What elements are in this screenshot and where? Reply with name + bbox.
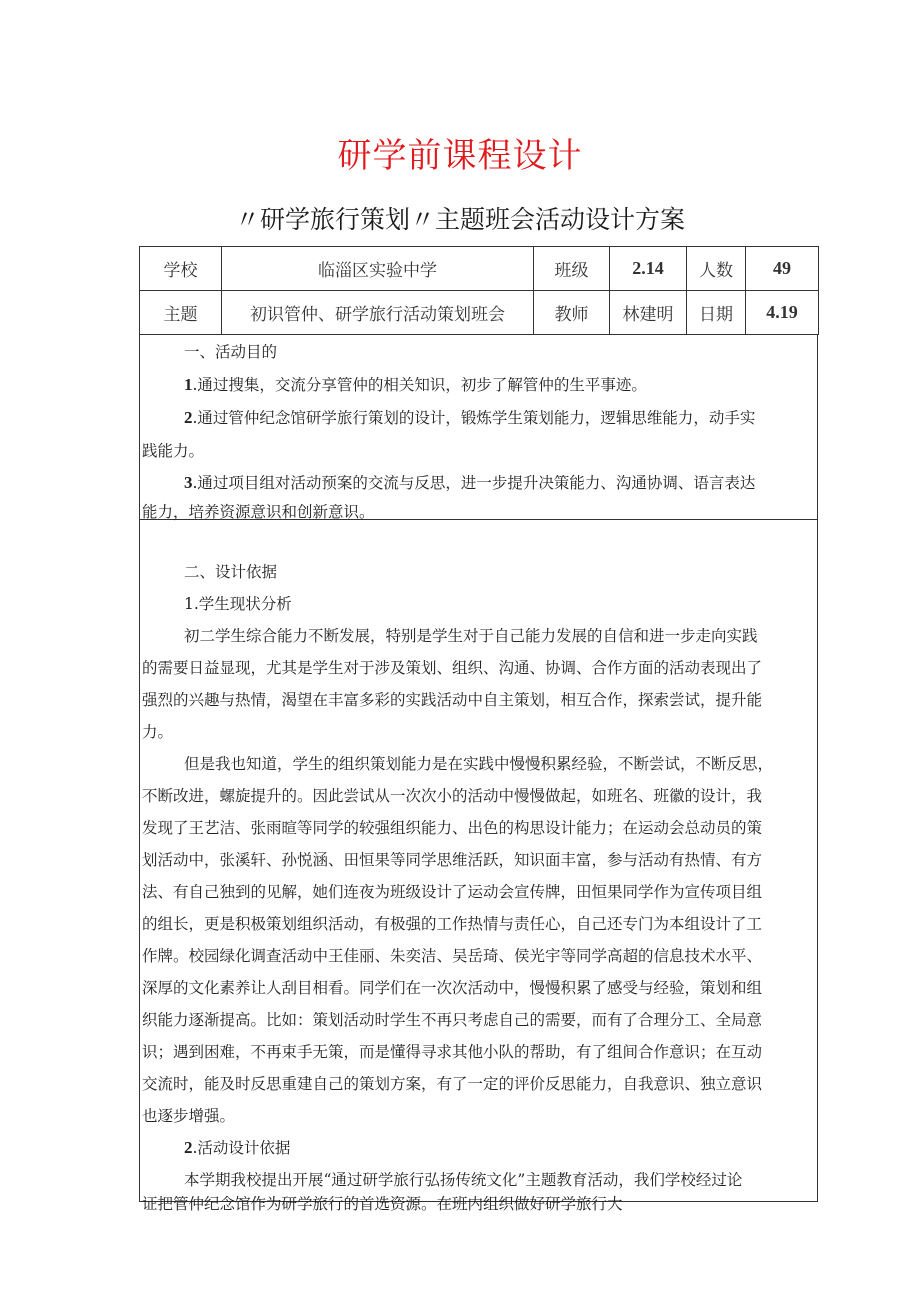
teacher-value: 林建明 xyxy=(610,291,687,335)
para1-line: 力。 xyxy=(142,723,174,741)
item-number: 1 xyxy=(184,375,193,394)
item-number: 3 xyxy=(184,473,193,492)
purpose-item-2 xyxy=(184,408,814,428)
count-value: 49 xyxy=(746,247,819,291)
para3-line: 证把管仲纪念馆作为研学旅行的首选资源。在班内组织做好研学旅行大 xyxy=(142,1195,623,1213)
class-label: 班级 xyxy=(534,247,610,291)
school-value: 临淄区实验中学 xyxy=(222,247,534,291)
section2-heading: 二、设计依据 xyxy=(184,563,278,581)
info-row-topic xyxy=(140,291,819,335)
para2-line: 也逐步增强。 xyxy=(142,1107,236,1125)
date-label: 日期 xyxy=(687,291,746,335)
para2-line: 识；遇到困难，不再束手无策，而是懂得寻求其他小队的帮助，有了组间合作意识；在互动 xyxy=(142,1043,763,1061)
section-design-basis xyxy=(139,520,818,1213)
purpose-item-3-cont: 能力，培养资源意识和创新意识。 xyxy=(142,503,375,521)
para1-line: 的需要日益显现，尤其是学生对于涉及策划、组织、沟通、协调、合作方面的活动表现出了 xyxy=(142,659,763,677)
para2-line: 划活动中，张溪轩、孙悦涵、田恒果等同学思维活跃，知识面丰富，参与活动有热情、有方 xyxy=(142,851,763,869)
para2-line: 交流时，能及时反思重建自己的策划方案，有了一定的评价反思能力，自我意识、独立意识 xyxy=(142,1075,763,1093)
item-text: .通过项目组对活动预案的交流与反思，进一步提升决策能力、沟通协调、语言表达 xyxy=(192,474,756,492)
para2-line: 作牌。校园绿化调查活动中王佳丽、朱奕洁、吴岳琦、侯光宇等同学高超的信息技术水平、 xyxy=(142,947,763,965)
sub-heading-student-analysis: 1.学生现状分析 xyxy=(184,595,292,613)
para2-line: 织能力逐渐提高。比如：策划活动时学生不再只考虑自己的需要，而有了合理分工、全局意 xyxy=(142,1011,763,1029)
para1-line: 初二学生综合能力不断发展，特别是学生对于自己能力发展的自信和进一步走向实践 xyxy=(184,627,758,645)
sub-heading-activity-basis xyxy=(184,1138,814,1158)
para3-line: 本学期我校提出开展“通过研学旅行弘扬传统文化”主题教育活动，我们学校经过论 xyxy=(184,1171,743,1189)
para2-line: 深厚的文化素养让人刮目相看。同学们在一次次活动中，慢慢积累了感受与经验，策划和组 xyxy=(142,979,763,997)
purpose-item-1 xyxy=(184,375,814,395)
section-activity-purpose xyxy=(139,335,818,520)
sub-heading-text: .活动设计依据 xyxy=(192,1139,291,1157)
page-subtitle: 〃研学旅行策划〃主题班会活动设计方案 xyxy=(234,205,685,234)
section1-heading: 一、活动目的 xyxy=(184,343,278,361)
para1-line: 强烈的兴趣与热情，渴望在丰富多彩的实践活动中自主策划，相互合作，探索尝试，提升能 xyxy=(142,691,763,709)
para2-line: 但是我也知道，学生的组织策划能力是在实践中慢慢积累经验，不断尝试，不断反思， xyxy=(184,755,774,773)
info-row-school xyxy=(140,247,819,291)
school-label: 学校 xyxy=(140,247,222,291)
para2-line: 不断改进，螺旋提升的。因此尝试从一次次小的活动中慢慢做起，如班名、班徽的设计，我 xyxy=(142,787,763,805)
purpose-item-2-cont: 践能力。 xyxy=(142,442,205,460)
topic-label: 主题 xyxy=(140,291,222,335)
para2-line: 法、有自己独到的见解，她们连夜为班级设计了运动会宣传牌，田恒果同学作为宣传项目组 xyxy=(142,883,763,901)
class-value: 2.14 xyxy=(610,247,687,291)
item-text: .通过管仲纪念馆研学旅行策划的设计，锻炼学生策划能力，逻辑思维能力，动手实 xyxy=(192,409,756,427)
para2-line: 的组长，更是积极策划组织活动，有极强的工作热情与责任心，自己还专门为本组设计了工 xyxy=(142,915,763,933)
page-title: 研学前课程设计 xyxy=(337,136,583,176)
teacher-label: 教师 xyxy=(534,291,610,335)
purpose-item-3 xyxy=(184,473,814,493)
item-number: 2 xyxy=(184,408,193,427)
topic-value: 初识管仲、研学旅行活动策划班会 xyxy=(222,291,534,335)
item-text: .通过搜集，交流分享管仲的相关知识，初步了解管仲的生平事迹。 xyxy=(192,376,647,394)
date-value: 4.19 xyxy=(746,291,819,335)
sub-heading-number: 2 xyxy=(184,1138,193,1157)
count-label: 人数 xyxy=(687,247,746,291)
info-table xyxy=(139,246,819,335)
para2-line: 发现了王艺洁、张雨暄等同学的较强组织能力、出色的构思设计能力；在运动会总动员的策 xyxy=(142,819,763,837)
